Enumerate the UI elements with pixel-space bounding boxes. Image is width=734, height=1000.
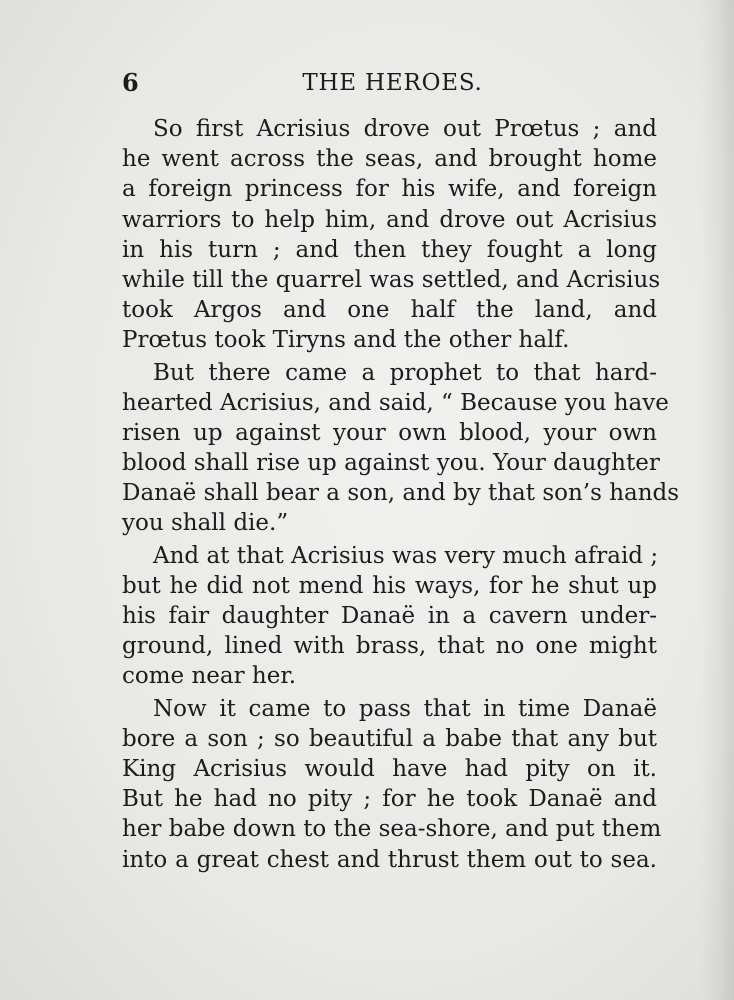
page-header [122,66,657,100]
running-title: THE HEROES. [302,70,483,96]
page-number: 6 [122,68,139,97]
text-line: his fair daughter Danaë in a cavern under- [122,603,657,629]
text-line: warriors to help him, and drove out Acrisius [122,206,657,233]
paragraph [122,114,661,356]
text-line: But there came a prophet to that hard- [153,359,657,386]
text-line: a foreign princess for his wife, and foreign [122,176,657,203]
text-line: hearted Acrisius, and said, “ Because you have [122,389,669,416]
text-line: Danaë shall bear a son, and by that son’s hands [122,480,680,507]
text-line: Now it came to pass that in time Danaë [153,695,657,722]
paragraph [122,541,657,692]
text-line: So first Acrisius drove out Prœtus ; and [153,116,657,142]
text-line: King Acrisius would have had pity on it. [122,755,657,782]
text-line: But he had no pity ; for he took Danaë and [122,786,657,813]
paragraph [122,358,680,539]
text-line: but he did not mend his ways, for he shut up [122,572,657,599]
text-line: while till the quarrel was settled, and Acrisius [122,266,661,293]
text-line: come near her. [122,663,297,690]
text-line: Prœtus took Tiryns and the other half. [122,327,570,354]
body-text [122,114,680,877]
text-line: ground, lined with brass, that no one might [122,633,657,660]
text-line: her babe down to the sea-shore, and put them [122,816,662,843]
paragraph [122,694,662,875]
text-line: blood shall rise up against you. Your daughter [122,450,660,477]
text-line: in his turn ; and then they fought a long [122,236,657,263]
text-line: he went across the seas, and brought home [122,146,657,173]
text-line: took Argos and one half the land, and [122,297,657,324]
text-line: into a great chest and thrust them out to sea. [122,846,657,873]
text-line: risen up against your own blood, your own [122,419,657,446]
page-edge-shadow [700,0,734,1000]
text-line: bore a son ; so beautiful a babe that any but [122,725,657,752]
text-line: And at that Acrisius was very much afraid ; [153,542,659,569]
text-line: you shall die.” [122,510,289,537]
